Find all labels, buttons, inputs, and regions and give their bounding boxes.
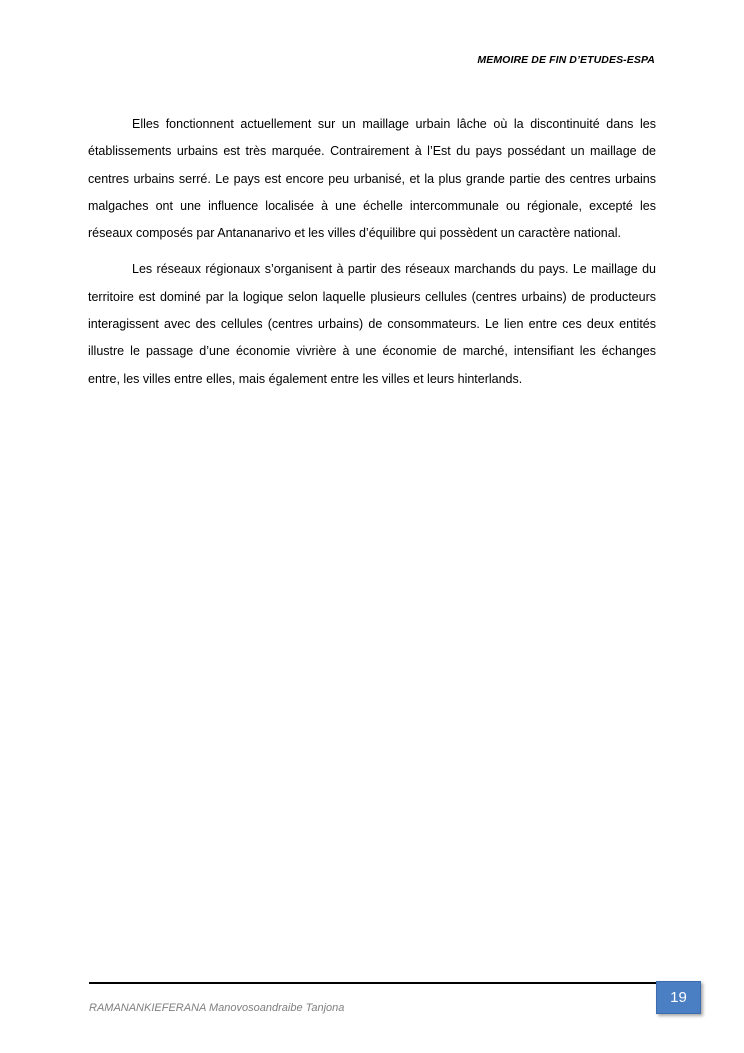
footer-author: RAMANANKIEFERANA Manovosoandraibe Tanjona [89, 1002, 345, 1014]
body-text [88, 111, 656, 402]
paragraph-1: Elles fonctionnent actuellement sur un maillage urbain lâche où la discontinuité dans les établissements urbains est très marquée. Contrairement à l’Est du pays possédant un maillage de centres urbains serré. Le pays est encore peu urbanisé, et la plus grande partie des centres urbains malgaches ont une influence localisée à une échelle intercommunale ou régionale, excepté les réseaux composés par Antananarivo et les villes d’équilibre qui possèdent un caractère national. [88, 117, 656, 241]
page-number-badge: 19 [656, 981, 701, 1014]
running-header-title: MEMOIRE DE FIN D’ETUDES-ESPA [477, 54, 655, 66]
paragraph-2: Les réseaux régionaux s’organisent à partir des réseaux marchands du pays. Le maillage du territoire est dominé par la logique selon laquelle plusieurs cellules (centres urbains) de producteurs interagissent avec des cellules (centres urbains) de consommateurs. Le lien entre ces deux entités illustre le passage d’une économie vivrière à une économie de marché, intensifiant les échanges entre, les villes entre elles, mais également entre les villes et leurs hinterlands. [88, 262, 656, 386]
footer-rule [89, 982, 675, 984]
